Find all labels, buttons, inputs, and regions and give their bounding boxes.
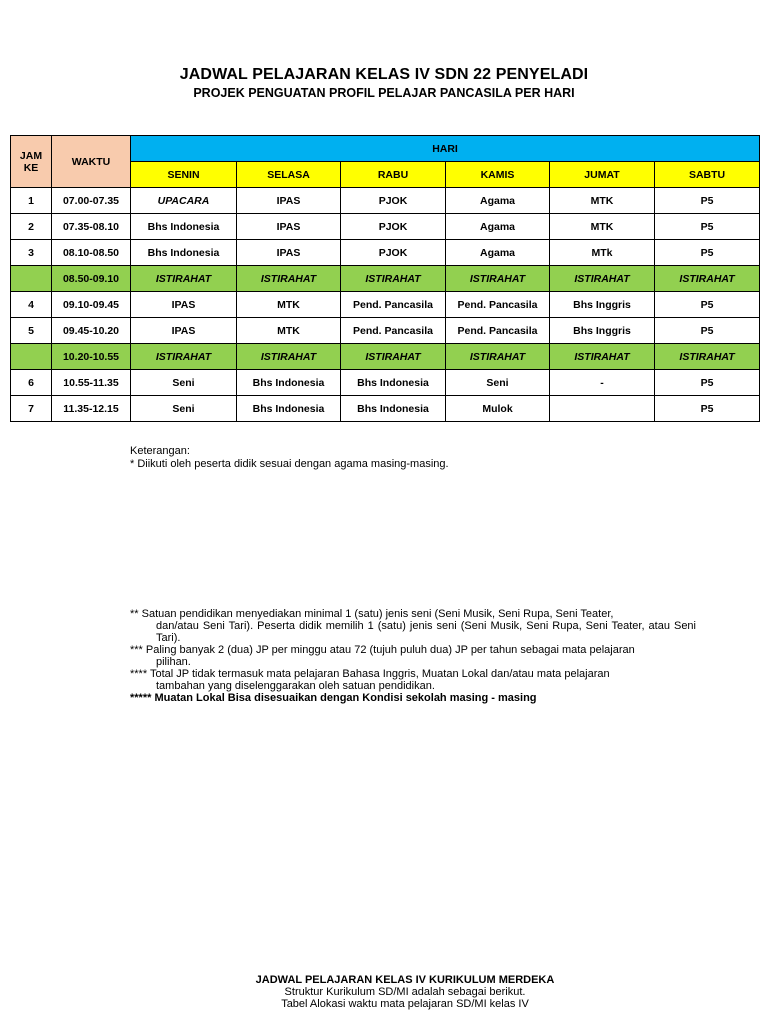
footnotes [130, 608, 696, 704]
header-jam-ke [11, 136, 52, 188]
header-jam-label: JAM [19, 149, 43, 162]
cell-sabtu: P5 [655, 396, 760, 422]
cell-selasa: Bhs Indonesia [237, 396, 341, 422]
cell-senin: Bhs Indonesia [131, 240, 237, 266]
cell-waktu: 07.00-07.35 [52, 188, 131, 214]
cell-jumat: Bhs Inggris [550, 292, 655, 318]
page-title: JADWAL PELAJARAN KELAS IV SDN 22 PENYELADI [179, 66, 589, 83]
cell-senin: Seni [131, 396, 237, 422]
cell-rabu: ISTIRAHAT [341, 266, 446, 292]
footnote-jp-rest: pilihan. [156, 656, 191, 668]
header-hari: HARI [131, 136, 760, 162]
cell-jumat [550, 396, 655, 422]
cell-kamis: Agama [446, 188, 550, 214]
cell-rabu: Bhs Indonesia [341, 370, 446, 396]
cell-jam: 4 [11, 292, 52, 318]
cell-kamis: Agama [446, 240, 550, 266]
keterangan-line: * Diikuti oleh peserta didik sesuai dengan agama masing-masing. [130, 458, 449, 470]
cell-jumat: MTK [550, 214, 655, 240]
cell-sabtu: P5 [655, 188, 760, 214]
header-day-sabtu: SABTU [655, 162, 760, 188]
keterangan-label: Keterangan: [130, 445, 190, 457]
cell-rabu: ISTIRAHAT [341, 344, 446, 370]
cell-sabtu: P5 [655, 240, 760, 266]
cell-kamis: ISTIRAHAT [446, 266, 550, 292]
header-waktu: WAKTU [52, 136, 131, 188]
footnote-total-rest: tambahan yang diselenggarakan oleh satuan pendidikan. [156, 680, 435, 692]
keterangan [130, 445, 449, 471]
cell-jam: 1 [11, 188, 52, 214]
break-row [11, 266, 760, 292]
cell-rabu: PJOK [341, 188, 446, 214]
cell-waktu: 10.20-10.55 [52, 344, 131, 370]
cell-rabu: Bhs Indonesia [341, 396, 446, 422]
footer-title: JADWAL PELAJARAN KELAS IV KURIKULUM MERDEKA [255, 974, 555, 986]
schedule-body [11, 188, 760, 422]
page-subtitle: PROJEK PENGUATAN PROFIL PELAJAR PANCASILA PER HARI [193, 86, 575, 100]
cell-senin: Bhs Indonesia [131, 214, 237, 240]
cell-jumat: MTk [550, 240, 655, 266]
cell-senin: IPAS [131, 318, 237, 344]
cell-waktu: 08.10-08.50 [52, 240, 131, 266]
cell-rabu: PJOK [341, 240, 446, 266]
table-row [11, 396, 760, 422]
table-row [11, 214, 760, 240]
cell-kamis: Mulok [446, 396, 550, 422]
cell-jam: 7 [11, 396, 52, 422]
header-day-jumat: JUMAT [550, 162, 655, 188]
cell-jam: 3 [11, 240, 52, 266]
schedule-table [10, 135, 760, 422]
cell-jumat: Bhs Inggris [550, 318, 655, 344]
footnote-jp-pilihan [130, 644, 696, 668]
cell-jam: 2 [11, 214, 52, 240]
footnote-mulok-mark: ***** [130, 692, 155, 704]
cell-jam [11, 344, 52, 370]
cell-senin: ISTIRAHAT [131, 344, 237, 370]
cell-jam [11, 266, 52, 292]
table-row [11, 292, 760, 318]
cell-sabtu: P5 [655, 292, 760, 318]
cell-jumat: ISTIRAHAT [550, 344, 655, 370]
cell-selasa: ISTIRAHAT [237, 344, 341, 370]
cell-selasa: MTK [237, 292, 341, 318]
cell-rabu: Pend. Pancasila [341, 292, 446, 318]
footer-line-2: Struktur Kurikulum SD/MI adalah sebagai berikut. [284, 986, 526, 998]
cell-rabu: PJOK [341, 214, 446, 240]
cell-selasa: IPAS [237, 214, 341, 240]
cell-sabtu: ISTIRAHAT [655, 344, 760, 370]
cell-selasa: Bhs Indonesia [237, 370, 341, 396]
header-day-rabu: RABU [341, 162, 446, 188]
cell-jumat: ISTIRAHAT [550, 266, 655, 292]
cell-selasa: IPAS [237, 240, 341, 266]
cell-waktu: 11.35-12.15 [52, 396, 131, 422]
cell-waktu: 09.45-10.20 [52, 318, 131, 344]
cell-waktu: 07.35-08.10 [52, 214, 131, 240]
footer [0, 974, 768, 1010]
cell-waktu: 10.55-11.35 [52, 370, 131, 396]
footnote-total-jp [130, 668, 696, 692]
cell-selasa: IPAS [237, 188, 341, 214]
cell-waktu: 08.50-09.10 [52, 266, 131, 292]
cell-selasa: ISTIRAHAT [237, 266, 341, 292]
table-row [11, 188, 760, 214]
cell-sabtu: P5 [655, 214, 760, 240]
cell-senin: IPAS [131, 292, 237, 318]
footnote-seni-first: ** Satuan pendidikan menyediakan minimal 1 (satu) jenis seni (Seni Musik, Seni Rupa, Seni Teater, [130, 608, 614, 620]
break-row [11, 344, 760, 370]
cell-jumat: MTK [550, 188, 655, 214]
footnote-seni [130, 608, 696, 644]
cell-jam: 5 [11, 318, 52, 344]
footer-line-3: Tabel Alokasi waktu mata pelajaran SD/MI kelas IV [281, 998, 529, 1010]
cell-jumat: - [550, 370, 655, 396]
table-row [11, 240, 760, 266]
table-row [11, 318, 760, 344]
cell-rabu: Pend. Pancasila [341, 318, 446, 344]
cell-senin: UPACARA [131, 188, 237, 214]
cell-sabtu: P5 [655, 370, 760, 396]
cell-senin: ISTIRAHAT [131, 266, 237, 292]
cell-kamis: Agama [446, 214, 550, 240]
footnote-jp-first: *** Paling banyak 2 (dua) JP per minggu atau 72 (tujuh puluh dua) JP per tahun sebagai mata pelajaran [130, 644, 635, 656]
cell-kamis: ISTIRAHAT [446, 344, 550, 370]
cell-selasa: MTK [237, 318, 341, 344]
header-day-kamis: KAMIS [446, 162, 550, 188]
header-day-selasa: SELASA [237, 162, 341, 188]
footnote-mulok-text: Muatan Lokal Bisa disesuaikan dengan Kondisi sekolah masing - masing [154, 692, 537, 704]
cell-kamis: Pend. Pancasila [446, 318, 550, 344]
cell-waktu: 09.10-09.45 [52, 292, 131, 318]
cell-kamis: Pend. Pancasila [446, 292, 550, 318]
footnote-seni-rest: dan/atau Seni Tari). Peserta didik memilih 1 (satu) jenis seni (Seni Musik, Seni Rupa, Seni Teater, atau Seni Tari). [156, 620, 696, 644]
header-day-senin: SENIN [131, 162, 237, 188]
footnote-mulok [130, 692, 696, 704]
cell-sabtu: ISTIRAHAT [655, 266, 760, 292]
cell-senin: Seni [131, 370, 237, 396]
table-row [11, 370, 760, 396]
header-ke-label: KE [23, 161, 39, 174]
footnote-total-first: **** Total JP tidak termasuk mata pelajaran Bahasa Inggris, Muatan Lokal dan/atau mata pelajaran [130, 668, 610, 680]
cell-kamis: Seni [446, 370, 550, 396]
cell-sabtu: P5 [655, 318, 760, 344]
cell-jam: 6 [11, 370, 52, 396]
